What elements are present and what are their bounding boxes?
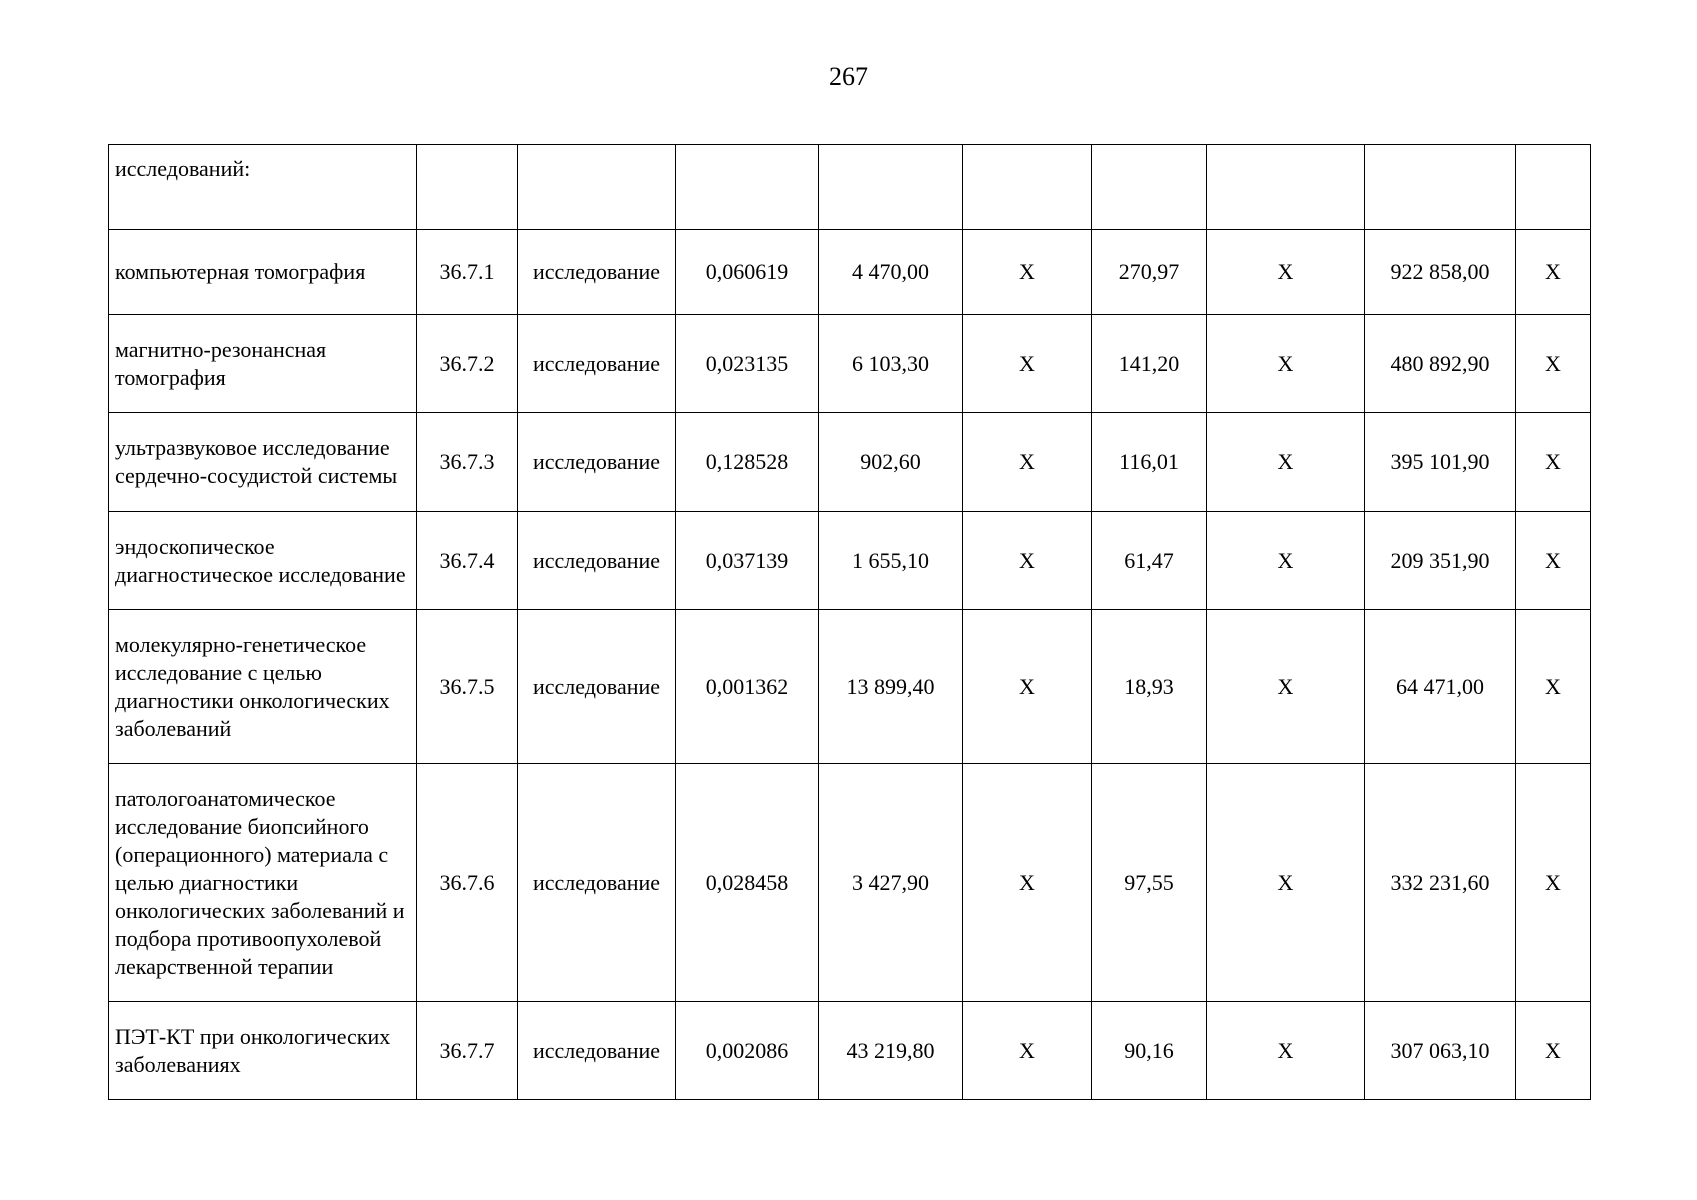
row-name: молекулярно-генетическое исследование с целью диагностики онкологических заболеваний: [109, 610, 417, 764]
row-total: 395 101,90: [1365, 413, 1516, 512]
row-code: 36.7.6: [417, 764, 518, 1002]
row-x-mark: Х: [1516, 1002, 1591, 1100]
table-cell-empty: [819, 145, 963, 230]
row-per-capita: 97,55: [1092, 764, 1207, 1002]
row-x-mark: Х: [963, 1002, 1092, 1100]
row-x-mark: Х: [963, 315, 1092, 413]
data-table: [108, 144, 1591, 1100]
row-total: 922 858,00: [1365, 230, 1516, 315]
table-cell-empty: [1516, 145, 1591, 230]
row-unit: исследование: [518, 315, 676, 413]
row-x-mark: Х: [1207, 512, 1365, 610]
table-row: [109, 315, 1591, 413]
row-norm: 0,037139: [676, 512, 819, 610]
row-x-mark: Х: [1516, 413, 1591, 512]
row-x-mark: Х: [963, 610, 1092, 764]
table-row-heading: [109, 145, 1591, 230]
table-cell-empty: [1365, 145, 1516, 230]
table-row: [109, 413, 1591, 512]
row-name: компьютерная томография: [109, 230, 417, 315]
row-unit: исследование: [518, 413, 676, 512]
row-unit: исследование: [518, 1002, 676, 1100]
row-cost: 6 103,30: [819, 315, 963, 413]
row-name: ультразвуковое исследование сердечно-сосудистой системы: [109, 413, 417, 512]
row-x-mark: Х: [963, 413, 1092, 512]
row-x-mark: Х: [1516, 610, 1591, 764]
row-cost: 43 219,80: [819, 1002, 963, 1100]
row-total: 332 231,60: [1365, 764, 1516, 1002]
row-x-mark: Х: [1207, 764, 1365, 1002]
table-cell-empty: [1207, 145, 1365, 230]
row-per-capita: 270,97: [1092, 230, 1207, 315]
row-x-mark: Х: [1516, 512, 1591, 610]
row-name: эндоскопическое диагностическое исследование: [109, 512, 417, 610]
row-code: 36.7.4: [417, 512, 518, 610]
row-cost: 4 470,00: [819, 230, 963, 315]
row-per-capita: 141,20: [1092, 315, 1207, 413]
row-cost: 13 899,40: [819, 610, 963, 764]
row-unit: исследование: [518, 512, 676, 610]
row-x-mark: Х: [1207, 315, 1365, 413]
row-x-mark: Х: [1207, 1002, 1365, 1100]
table-cell-empty: [963, 145, 1092, 230]
row-total: 307 063,10: [1365, 1002, 1516, 1100]
table-row: [109, 512, 1591, 610]
row-per-capita: 18,93: [1092, 610, 1207, 764]
row-x-mark: Х: [1207, 230, 1365, 315]
row-x-mark: Х: [1516, 315, 1591, 413]
table-cell-empty: [518, 145, 676, 230]
row-x-mark: Х: [1207, 413, 1365, 512]
table-cell-empty: [676, 145, 819, 230]
table-row: [109, 764, 1591, 1002]
row-unit: исследование: [518, 230, 676, 315]
row-code: 36.7.1: [417, 230, 518, 315]
page-number: 267: [829, 62, 868, 91]
row-code: 36.7.2: [417, 315, 518, 413]
row-total: 209 351,90: [1365, 512, 1516, 610]
table-row: [109, 1002, 1591, 1100]
row-norm: 0,002086: [676, 1002, 819, 1100]
row-name: ПЭТ-КТ при онкологических заболеваниях: [109, 1002, 417, 1100]
table-cell-empty: [1092, 145, 1207, 230]
row-total: 64 471,00: [1365, 610, 1516, 764]
row-total: 480 892,90: [1365, 315, 1516, 413]
row-cost: 3 427,90: [819, 764, 963, 1002]
row-x-mark: Х: [1516, 764, 1591, 1002]
row-name: патологоанатомическое исследование биопсийного (операционного) материала с целью диагностики онкологических заболеваний и подбора противоопухолевой лекарственной терапии: [109, 764, 417, 1002]
row-per-capita: 116,01: [1092, 413, 1207, 512]
section-label: исследований:: [109, 145, 417, 230]
row-norm: 0,128528: [676, 413, 819, 512]
row-norm: 0,023135: [676, 315, 819, 413]
row-name: магнитно-резонансная томография: [109, 315, 417, 413]
table-row: [109, 610, 1591, 764]
row-norm: 0,060619: [676, 230, 819, 315]
row-norm: 0,001362: [676, 610, 819, 764]
table-cell-empty: [417, 145, 518, 230]
row-norm: 0,028458: [676, 764, 819, 1002]
row-x-mark: Х: [1207, 610, 1365, 764]
row-x-mark: Х: [963, 230, 1092, 315]
row-code: 36.7.5: [417, 610, 518, 764]
row-code: 36.7.3: [417, 413, 518, 512]
row-per-capita: 61,47: [1092, 512, 1207, 610]
row-cost: 1 655,10: [819, 512, 963, 610]
row-x-mark: Х: [963, 512, 1092, 610]
row-x-mark: Х: [1516, 230, 1591, 315]
row-x-mark: Х: [963, 764, 1092, 1002]
row-cost: 902,60: [819, 413, 963, 512]
row-unit: исследование: [518, 610, 676, 764]
row-unit: исследование: [518, 764, 676, 1002]
table-row: [109, 230, 1591, 315]
row-code: 36.7.7: [417, 1002, 518, 1100]
row-per-capita: 90,16: [1092, 1002, 1207, 1100]
